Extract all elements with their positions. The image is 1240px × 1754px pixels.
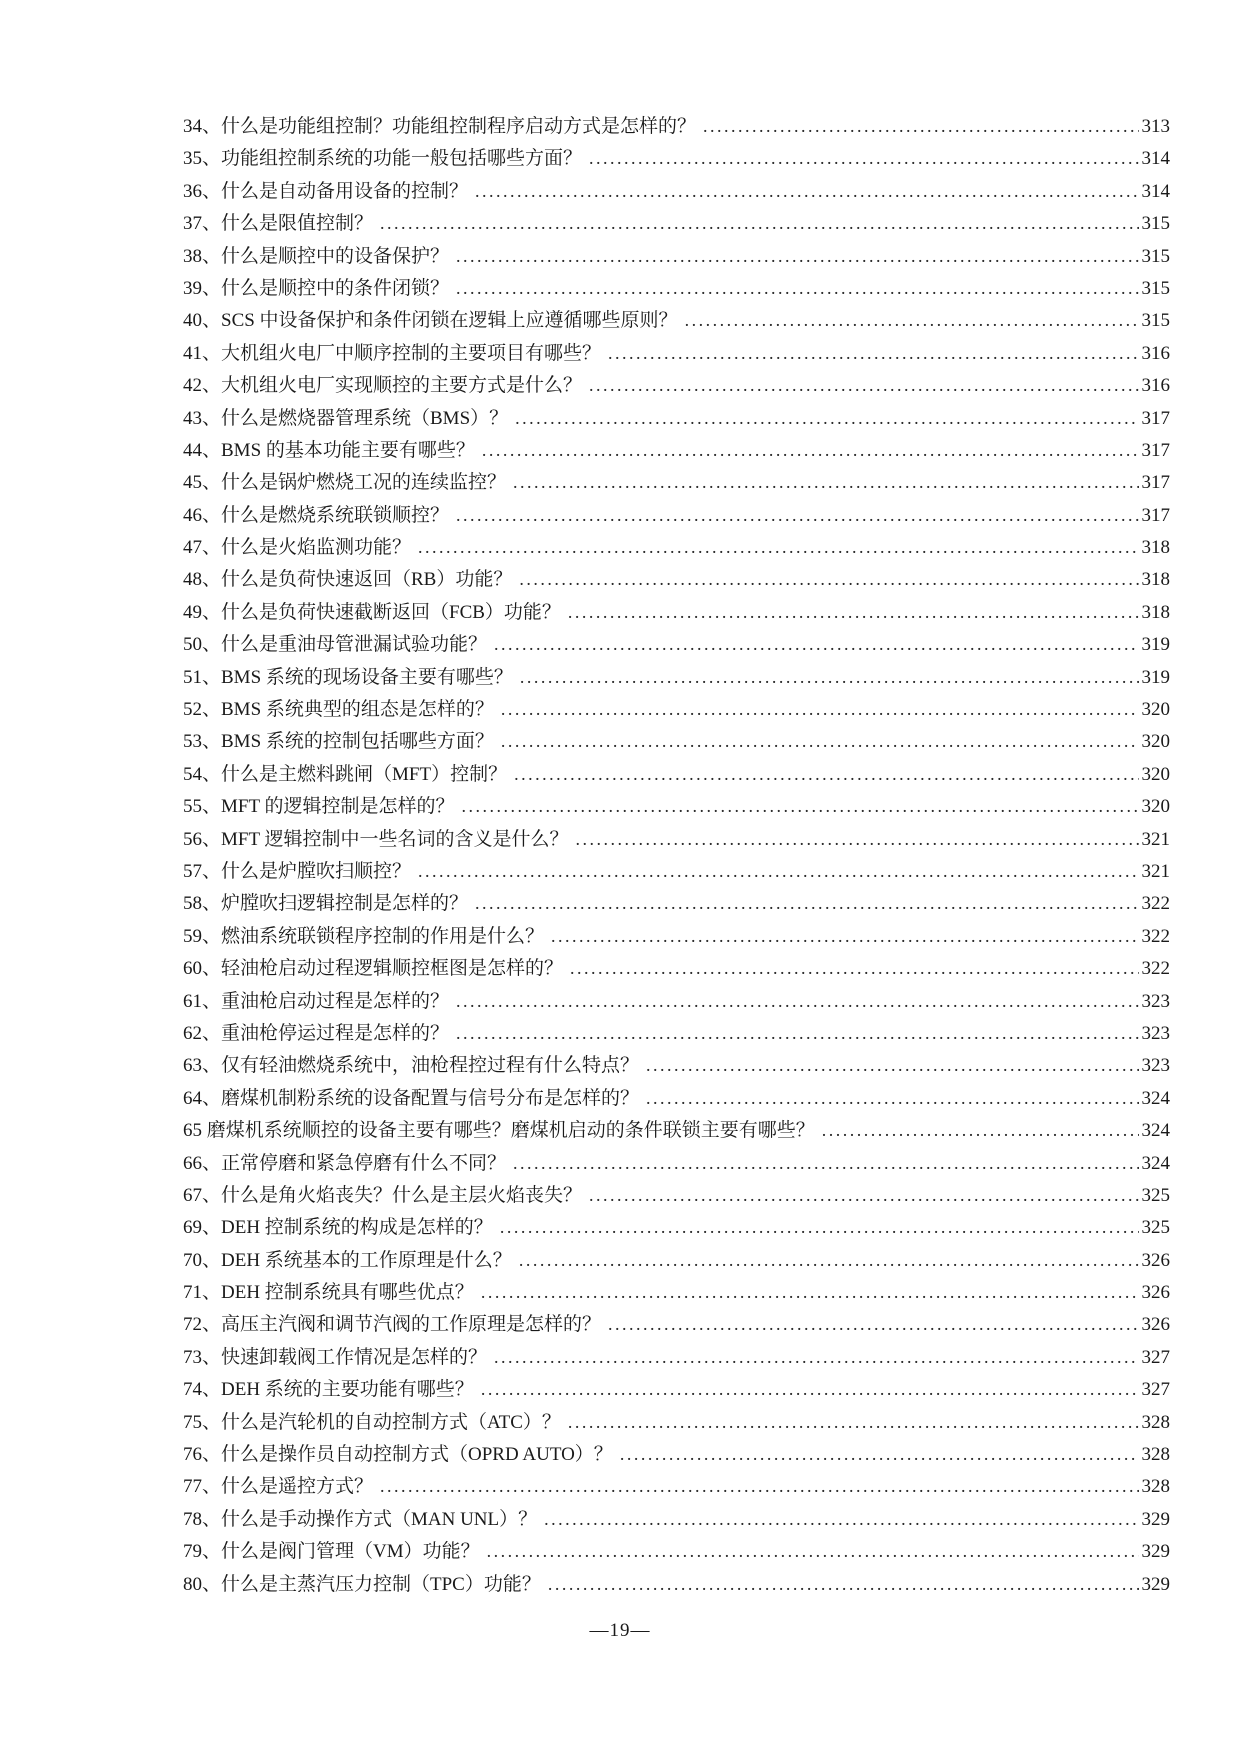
toc-entry-label: 35、功能组控制系统的功能一般包括哪些方面？ bbox=[183, 148, 583, 170]
toc-entry bbox=[183, 1308, 1170, 1340]
toc-entry-label: 61、重油枪启动过程是怎样的？ bbox=[183, 990, 450, 1012]
toc-dot-leader bbox=[494, 628, 1138, 661]
toc-entry-label: 63、仅有轻油燃烧系统中，油枪程控过程有什么特点？ bbox=[183, 1055, 640, 1077]
toc-entry-page: 314 bbox=[1141, 180, 1170, 202]
toc-entry-label: 80、什么是主蒸汽压力控制（TPC）功能？ bbox=[183, 1573, 541, 1595]
toc-entry bbox=[183, 304, 1170, 336]
toc-entry-page: 315 bbox=[1141, 213, 1170, 235]
toc-list bbox=[183, 110, 1170, 1600]
toc-entry-label: 56、MFT 逻辑控制中一些名词的含义是什么？ bbox=[183, 828, 569, 850]
toc-entry-label: 64、磨煤机制粉系统的设备配置与信号分布是怎样的？ bbox=[183, 1087, 640, 1109]
toc-dot-leader bbox=[456, 272, 1138, 305]
toc-dot-leader bbox=[570, 952, 1138, 985]
toc-entry-page: 324 bbox=[1141, 1152, 1170, 1174]
toc-entry-page: 324 bbox=[1141, 1120, 1170, 1142]
toc-entry-page: 320 bbox=[1141, 796, 1170, 818]
toc-entry-page: 326 bbox=[1141, 1282, 1170, 1304]
toc-dot-leader bbox=[500, 1211, 1139, 1244]
toc-dot-leader bbox=[548, 1568, 1139, 1601]
page-number-footer: —19— bbox=[589, 1620, 651, 1641]
toc-entry bbox=[183, 1406, 1170, 1438]
toc-entry-page: 327 bbox=[1141, 1379, 1170, 1401]
toc-dot-leader bbox=[822, 1114, 1139, 1147]
toc-dot-leader bbox=[608, 337, 1138, 370]
toc-entry-label: 69、DEH 控制系统的构成是怎样的？ bbox=[183, 1217, 493, 1239]
toc-entry-page: 316 bbox=[1141, 375, 1170, 397]
toc-entry-page: 326 bbox=[1141, 1249, 1170, 1271]
toc-entry-label: 60、轻油枪启动过程逻辑顺控框图是怎样的？ bbox=[183, 958, 564, 980]
toc-entry bbox=[183, 1049, 1170, 1081]
toc-entry bbox=[183, 1211, 1170, 1243]
toc-entry bbox=[183, 1244, 1170, 1276]
toc-entry bbox=[183, 1373, 1170, 1405]
toc-entry-page: 329 bbox=[1141, 1508, 1170, 1530]
toc-entry-label: 49、什么是负荷快速截断返回（FCB）功能？ bbox=[183, 601, 561, 623]
toc-entry-page: 328 bbox=[1141, 1476, 1170, 1498]
toc-entry-label: 72、高压主汽阀和调节汽阀的工作原理是怎样的？ bbox=[183, 1314, 602, 1336]
toc-entry bbox=[183, 1503, 1170, 1535]
toc-entry bbox=[183, 887, 1170, 919]
toc-entry-page: 327 bbox=[1141, 1346, 1170, 1368]
toc-entry-label: 43、什么是燃烧器管理系统（BMS）？ bbox=[183, 407, 509, 429]
toc-entry-label: 42、大机组火电厂实现顺控的主要方式是什么？ bbox=[183, 375, 583, 397]
toc-entry-page: 315 bbox=[1141, 245, 1170, 267]
toc-dot-leader bbox=[519, 1244, 1139, 1277]
toc-entry bbox=[183, 337, 1170, 369]
toc-entry bbox=[183, 920, 1170, 952]
toc-entry bbox=[183, 1082, 1170, 1114]
toc-entry-page: 317 bbox=[1141, 504, 1170, 526]
toc-entry-label: 73、快速卸载阀工作情况是怎样的？ bbox=[183, 1346, 488, 1368]
toc-dot-leader bbox=[608, 1308, 1138, 1341]
toc-entry bbox=[183, 985, 1170, 1017]
toc-dot-leader bbox=[513, 466, 1138, 499]
toc-entry bbox=[183, 466, 1170, 498]
toc-entry bbox=[183, 240, 1170, 272]
toc-dot-leader bbox=[475, 175, 1138, 208]
toc-entry bbox=[183, 207, 1170, 239]
toc-entry-page: 318 bbox=[1141, 601, 1170, 623]
toc-dot-leader bbox=[418, 855, 1138, 888]
toc-entry-page: 314 bbox=[1141, 148, 1170, 170]
toc-entry-label: 36、什么是自动备用设备的控制？ bbox=[183, 180, 469, 202]
toc-dot-leader bbox=[481, 1276, 1139, 1309]
toc-entry-page: 323 bbox=[1141, 1055, 1170, 1077]
toc-dot-leader bbox=[461, 790, 1138, 823]
toc-entry-label: 78、什么是手动操作方式（MAN UNL）？ bbox=[183, 1508, 538, 1530]
toc-entry-page: 320 bbox=[1141, 699, 1170, 721]
toc-entry bbox=[183, 725, 1170, 757]
toc-entry-page: 322 bbox=[1141, 925, 1170, 947]
toc-entry-label: 48、什么是负荷快速返回（RB）功能？ bbox=[183, 569, 513, 591]
toc-entry bbox=[183, 1147, 1170, 1179]
toc-entry bbox=[183, 531, 1170, 563]
toc-entry bbox=[183, 1017, 1170, 1049]
toc-entry bbox=[183, 175, 1170, 207]
toc-entry-label: 53、BMS 系统的控制包括哪些方面？ bbox=[183, 731, 494, 753]
toc-entry-label: 65 磨煤机系统顺控的设备主要有哪些？磨煤机启动的条件联锁主要有哪些？ bbox=[183, 1120, 815, 1142]
toc-entry-label: 62、重油枪停运过程是怎样的？ bbox=[183, 1022, 450, 1044]
toc-entry-label: 40、SCS 中设备保护和条件闭锁在逻辑上应遵循哪些原则？ bbox=[183, 310, 678, 332]
toc-dot-leader bbox=[456, 1017, 1138, 1050]
toc-entry-label: 37、什么是限值控制？ bbox=[183, 213, 374, 235]
toc-entry bbox=[183, 1535, 1170, 1567]
toc-entry-label: 50、什么是重油母管泄漏试验功能？ bbox=[183, 634, 488, 656]
toc-dot-leader bbox=[589, 1179, 1138, 1212]
toc-entry bbox=[183, 434, 1170, 466]
toc-dot-leader bbox=[494, 1341, 1138, 1374]
toc-entry-page: 315 bbox=[1141, 310, 1170, 332]
toc-dot-leader bbox=[380, 207, 1138, 240]
toc-entry-label: 54、什么是主燃料跳闸（MFT）控制？ bbox=[183, 763, 508, 785]
toc-entry-label: 74、DEH 系统的主要功能有哪些？ bbox=[183, 1379, 474, 1401]
toc-dot-leader bbox=[487, 1535, 1139, 1568]
toc-entry-page: 322 bbox=[1141, 893, 1170, 915]
toc-entry bbox=[183, 823, 1170, 855]
toc-entry-label: 52、BMS 系统典型的组态是怎样的？ bbox=[183, 699, 494, 721]
toc-entry-label: 71、DEH 控制系统具有哪些优点？ bbox=[183, 1282, 474, 1304]
toc-entry-label: 59、燃油系统联锁程序控制的作用是什么？ bbox=[183, 925, 545, 947]
toc-dot-leader bbox=[568, 1406, 1139, 1439]
toc-entry bbox=[183, 369, 1170, 401]
toc-entry-label: 67、什么是角火焰丧失？什么是主层火焰丧失？ bbox=[183, 1184, 583, 1206]
toc-entry-page: 316 bbox=[1141, 342, 1170, 364]
toc-entry bbox=[183, 1568, 1170, 1600]
toc-entry-page: 328 bbox=[1141, 1411, 1170, 1433]
toc-entry bbox=[183, 693, 1170, 725]
toc-entry-label: 44、BMS 的基本功能主要有哪些？ bbox=[183, 439, 475, 461]
toc-entry-page: 320 bbox=[1141, 731, 1170, 753]
toc-entry bbox=[183, 1179, 1170, 1211]
toc-entry bbox=[183, 1470, 1170, 1502]
toc-dot-leader bbox=[589, 369, 1138, 402]
toc-entry bbox=[183, 1438, 1170, 1470]
toc-entry-page: 325 bbox=[1141, 1217, 1170, 1239]
toc-entry-label: 70、DEH 系统基本的工作原理是什么？ bbox=[183, 1249, 512, 1271]
toc-dot-leader bbox=[380, 1470, 1138, 1503]
toc-entry-page: 322 bbox=[1141, 958, 1170, 980]
toc-entry-page: 313 bbox=[1141, 116, 1170, 137]
toc-entry-page: 329 bbox=[1141, 1573, 1170, 1595]
toc-entry-page: 321 bbox=[1141, 828, 1170, 850]
toc-dot-leader bbox=[568, 596, 1139, 629]
toc-entry bbox=[183, 661, 1170, 693]
toc-entry-page: 328 bbox=[1141, 1444, 1170, 1466]
toc-entry bbox=[183, 402, 1170, 434]
toc-dot-leader bbox=[519, 563, 1138, 596]
toc-entry-label: 46、什么是燃烧系统联锁顺控？ bbox=[183, 504, 450, 526]
toc-entry-page: 324 bbox=[1141, 1087, 1170, 1109]
toc-entry-page: 321 bbox=[1141, 860, 1170, 882]
toc-entry-page: 326 bbox=[1141, 1314, 1170, 1336]
toc-entry-page: 319 bbox=[1141, 634, 1170, 656]
toc-entry-page: 323 bbox=[1141, 1022, 1170, 1044]
toc-entry-page: 323 bbox=[1141, 990, 1170, 1012]
toc-entry-label: 51、BMS 系统的现场设备主要有哪些？ bbox=[183, 666, 513, 688]
toc-dot-leader bbox=[481, 1373, 1139, 1406]
toc-dot-leader bbox=[520, 661, 1139, 694]
toc-entry-label: 34、什么是功能组控制？功能组控制程序启动方式是怎样的？ bbox=[183, 116, 697, 137]
toc-dot-leader bbox=[501, 725, 1139, 758]
toc-dot-leader bbox=[544, 1503, 1138, 1536]
toc-dot-leader bbox=[551, 920, 1138, 953]
toc-entry-label: 76、什么是操作员自动控制方式（OPRD AUTO）？ bbox=[183, 1444, 613, 1466]
toc-entry bbox=[183, 596, 1170, 628]
toc-entry bbox=[183, 855, 1170, 887]
toc-entry-label: 47、什么是火焰监测功能？ bbox=[183, 537, 412, 559]
toc-entry bbox=[183, 142, 1170, 174]
toc-dot-leader bbox=[456, 499, 1138, 532]
toc-entry bbox=[183, 790, 1170, 822]
toc-entry bbox=[183, 272, 1170, 304]
toc-entry-label: 75、什么是汽轮机的自动控制方式（ATC）？ bbox=[183, 1411, 561, 1433]
toc-dot-leader bbox=[501, 693, 1139, 726]
toc-entry-label: 66、正常停磨和紧急停磨有什么不同？ bbox=[183, 1152, 507, 1174]
toc-entry bbox=[183, 1276, 1170, 1308]
toc-dot-leader bbox=[482, 434, 1139, 467]
toc-entry bbox=[183, 563, 1170, 595]
toc-entry-label: 38、什么是顺控中的设备保护？ bbox=[183, 245, 450, 267]
toc-entry-page: 317 bbox=[1141, 472, 1170, 494]
toc-entry bbox=[183, 628, 1170, 660]
toc-entry-page: 319 bbox=[1141, 666, 1170, 688]
toc-dot-leader bbox=[514, 758, 1138, 791]
toc-dot-leader bbox=[513, 1147, 1138, 1180]
toc-entry bbox=[183, 499, 1170, 531]
toc-dot-leader bbox=[620, 1438, 1139, 1471]
toc-dot-leader bbox=[589, 142, 1138, 175]
toc-dot-leader bbox=[456, 240, 1138, 273]
toc-entry bbox=[183, 110, 1170, 142]
toc-entry-label: 57、什么是炉膛吹扫顺控？ bbox=[183, 860, 412, 882]
toc-entry-label: 55、MFT 的逻辑控制是怎样的？ bbox=[183, 796, 455, 818]
toc-entry bbox=[183, 952, 1170, 984]
toc-entry-label: 79、什么是阀门管理（VM）功能？ bbox=[183, 1541, 480, 1563]
toc-entry-page: 317 bbox=[1141, 439, 1170, 461]
toc-dot-leader bbox=[685, 304, 1139, 337]
toc-entry-page: 320 bbox=[1141, 763, 1170, 785]
toc-entry-label: 45、什么是锅炉燃烧工况的连续监控？ bbox=[183, 472, 507, 494]
toc-entry-page: 318 bbox=[1141, 537, 1170, 559]
toc-dot-leader bbox=[418, 531, 1138, 564]
toc-entry bbox=[183, 758, 1170, 790]
toc-dot-leader bbox=[575, 823, 1138, 856]
toc-dot-leader bbox=[515, 402, 1138, 435]
toc-entry-label: 41、大机组火电厂中顺序控制的主要项目有哪些？ bbox=[183, 342, 602, 364]
toc-entry-label: 58、炉膛吹扫逻辑控制是怎样的？ bbox=[183, 893, 469, 915]
toc-entry-page: 329 bbox=[1141, 1541, 1170, 1563]
toc-entry bbox=[183, 1341, 1170, 1373]
toc-entry-label: 39、什么是顺控中的条件闭锁？ bbox=[183, 277, 450, 299]
toc-dot-leader bbox=[703, 110, 1138, 143]
toc-entry-page: 318 bbox=[1141, 569, 1170, 591]
toc-entry-page: 325 bbox=[1141, 1184, 1170, 1206]
toc-dot-leader bbox=[475, 887, 1138, 920]
toc-entry-page: 315 bbox=[1141, 277, 1170, 299]
toc-dot-leader bbox=[646, 1082, 1138, 1115]
toc-dot-leader bbox=[646, 1049, 1138, 1082]
toc-entry-label: 77、什么是遥控方式？ bbox=[183, 1476, 374, 1498]
toc-entry bbox=[183, 1114, 1170, 1146]
toc-entry-page: 317 bbox=[1141, 407, 1170, 429]
toc-dot-leader bbox=[456, 985, 1138, 1018]
